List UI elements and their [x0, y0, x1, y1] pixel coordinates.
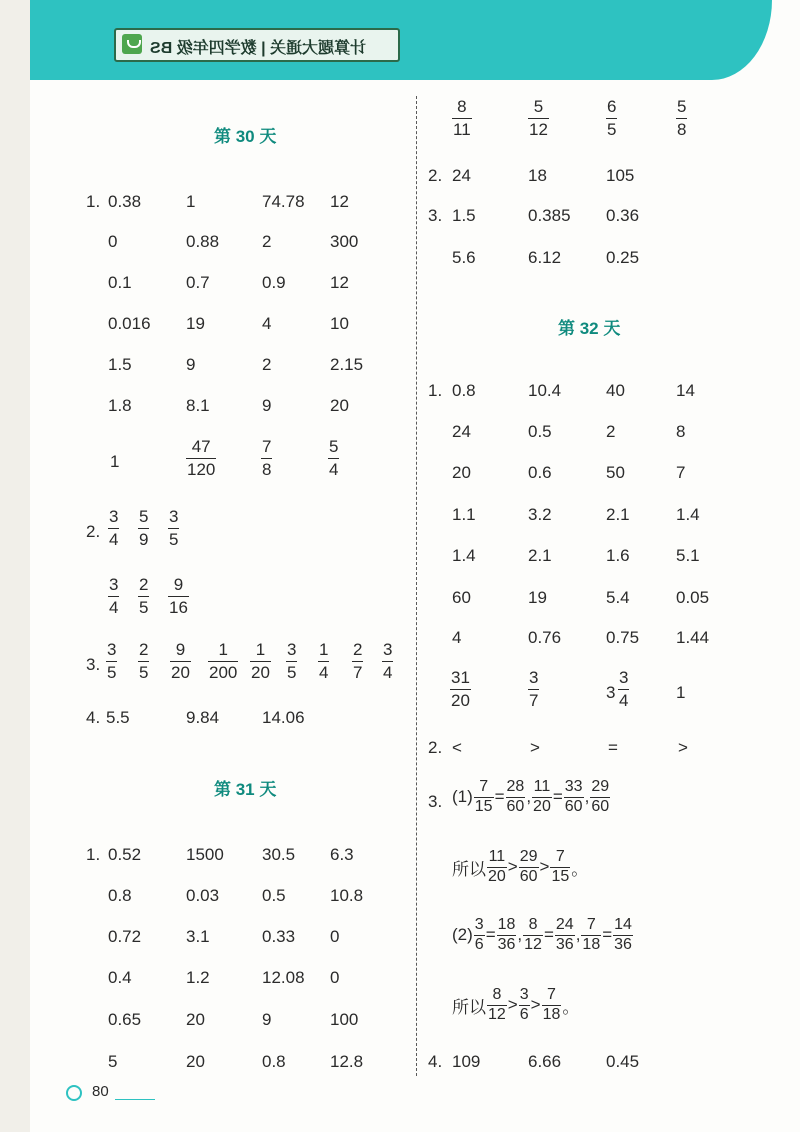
fraction	[138, 507, 149, 550]
denominator: 5	[607, 120, 617, 139]
denominator: 4	[619, 691, 629, 710]
column-divider	[416, 96, 417, 1076]
question-number: 2.	[86, 522, 101, 541]
symbol: =	[552, 787, 563, 806]
symbol: (1)	[452, 787, 473, 806]
denominator: 20	[533, 798, 551, 815]
comparison-symbol: <	[452, 738, 462, 757]
numerator: 33	[564, 778, 583, 795]
numerator: 3	[619, 668, 629, 687]
question-number: 2.	[428, 166, 443, 185]
symbol: =	[485, 925, 496, 944]
numerator: 9	[173, 575, 184, 594]
symbol: ,	[526, 787, 532, 806]
numerator: 1	[255, 640, 266, 659]
answer-value: 0.1	[108, 273, 132, 292]
answer-value: 19	[186, 314, 205, 333]
symbol: 所以	[452, 859, 486, 879]
denominator: 20	[251, 663, 270, 682]
answer-value: 2.1	[528, 546, 552, 565]
fraction	[519, 986, 530, 1024]
answer-value: 1.5	[108, 355, 132, 374]
answer-value: 9	[186, 355, 196, 374]
fraction	[250, 640, 271, 683]
answer-value: 0.7	[186, 273, 210, 292]
fraction	[532, 778, 552, 816]
numerator: 3	[529, 668, 539, 687]
answer-value: 20	[330, 396, 349, 415]
answer-value: 0.5	[262, 886, 286, 905]
numerator: 8	[457, 97, 467, 116]
fraction	[590, 778, 610, 816]
denominator: 36	[555, 936, 574, 953]
comparison-symbol: >	[678, 738, 688, 757]
page-left-edge	[0, 0, 30, 1132]
numerator: 3	[107, 640, 117, 659]
fraction	[497, 916, 517, 954]
fraction	[170, 640, 191, 683]
numerator: 47	[191, 437, 211, 456]
numerator: 1	[218, 640, 228, 659]
fraction	[168, 507, 179, 550]
numerator: 3	[169, 507, 179, 526]
answer-value: 30.5	[262, 845, 296, 864]
fraction	[261, 437, 272, 480]
answer-value: 0.75	[606, 628, 640, 647]
answer-value: 0.8	[108, 886, 132, 905]
question-number: 3.	[428, 792, 443, 811]
fraction	[523, 916, 543, 954]
denominator: 6	[519, 1006, 529, 1023]
answer-value: 9	[262, 396, 272, 415]
denominator: 11	[453, 120, 471, 139]
fraction	[208, 640, 238, 683]
answer-value: 1500	[186, 845, 224, 864]
part-2-conclusion	[452, 986, 579, 1024]
answer-value: 8.1	[186, 396, 210, 415]
fraction	[506, 778, 526, 816]
numerator: 3	[287, 640, 297, 659]
fraction	[618, 668, 629, 711]
answer-value: 6.66	[528, 1052, 562, 1071]
answer-value: 20	[186, 1052, 205, 1071]
answer-value: 0	[330, 968, 340, 987]
answer-value: 14	[676, 381, 695, 400]
denominator: 7	[529, 691, 539, 710]
answer-value: 1.44	[676, 628, 710, 647]
footer-rule	[115, 1099, 155, 1100]
answer-value: 0.72	[108, 927, 142, 946]
answer-value: 9	[262, 1010, 272, 1029]
numerator: 11	[533, 778, 551, 795]
fraction	[450, 668, 471, 711]
numerator: 3	[383, 640, 393, 659]
book-icon	[122, 34, 142, 54]
denominator: 36	[497, 936, 516, 953]
answer-value: 1.8	[108, 396, 132, 415]
numerator: 7	[547, 986, 556, 1003]
fraction	[352, 640, 363, 683]
answer-value: 0.016	[108, 314, 151, 333]
answer-value: 1.6	[606, 546, 630, 565]
answer-value: 0.25	[606, 248, 640, 267]
numerator: 3	[474, 916, 484, 933]
symbol: ,	[584, 787, 590, 806]
numerator: 7	[555, 848, 565, 865]
answer-value: 2	[606, 422, 616, 441]
symbol: >	[507, 995, 518, 1014]
denominator: 18	[542, 1006, 561, 1023]
fraction	[676, 97, 687, 140]
header-title-strip	[114, 28, 400, 62]
question-number: 3.	[86, 655, 101, 674]
answer-value: 60	[452, 588, 471, 607]
numerator: 9	[175, 640, 186, 659]
answer-value: 2	[262, 232, 272, 251]
fraction	[487, 848, 507, 886]
fraction	[606, 97, 617, 140]
denominator: 7	[353, 663, 363, 682]
fraction	[108, 575, 119, 618]
answer-value: 20	[186, 1010, 205, 1029]
denominator: 12	[524, 936, 542, 953]
fraction	[550, 848, 570, 886]
numerator: 24	[555, 916, 574, 933]
symbol: (2)	[452, 925, 473, 944]
denominator: 5	[169, 530, 179, 549]
numerator: 8	[492, 986, 502, 1003]
answer-value: 300	[330, 232, 359, 251]
answer-value: 0.5	[528, 422, 552, 441]
fraction	[613, 916, 633, 954]
denominator: 16	[169, 598, 188, 617]
denominator: 8	[262, 460, 272, 479]
fraction	[138, 640, 149, 683]
question-number: 3.	[428, 206, 443, 225]
numerator: 7	[262, 437, 272, 456]
numerator: 18	[497, 916, 516, 933]
numerator: 29	[591, 778, 610, 795]
answer-value: 0	[330, 927, 340, 946]
denominator: 5	[139, 598, 149, 617]
answer-value: 0.03	[186, 886, 220, 905]
answer-value: 18	[528, 166, 547, 185]
answer-value: 50	[606, 463, 625, 482]
answer-value: 19	[528, 588, 547, 607]
sun-icon	[60, 1080, 86, 1102]
fraction	[382, 640, 393, 683]
denominator: 60	[506, 798, 525, 815]
part-2-equation	[452, 916, 634, 954]
answer-value: 5.4	[606, 588, 630, 607]
question-number: 1.	[86, 845, 101, 864]
page-number: 80	[92, 1082, 109, 1100]
answer-value: 5.6	[452, 248, 476, 267]
answer-value: 3.1	[186, 927, 210, 946]
denominator: 15	[551, 868, 570, 885]
day-31-heading: 第 31 天	[214, 780, 277, 799]
symbol: 。	[571, 859, 589, 879]
numerator: 11	[488, 848, 506, 865]
numerator: 2	[139, 575, 149, 594]
numerator: 5	[533, 97, 544, 116]
denominator: 200	[209, 663, 238, 682]
header-title: 计算题大通关 | 数学四年级 BS	[150, 40, 367, 57]
denominator: 60	[591, 798, 610, 815]
answer-value: 10	[330, 314, 349, 333]
answer-value: 8	[676, 422, 686, 441]
numerator: 2	[139, 640, 149, 659]
answer-value: 1	[186, 192, 196, 211]
numerator: 8	[528, 916, 538, 933]
fraction	[487, 986, 507, 1024]
answer-value: 0.9	[262, 273, 286, 292]
denominator: 4	[329, 460, 339, 479]
answer-value: 0.05	[676, 588, 710, 607]
numerator: 5	[139, 507, 149, 526]
answer-value: 0	[108, 232, 118, 251]
fraction	[452, 97, 472, 140]
answer-value: 0.36	[606, 206, 640, 225]
symbol: 所以	[452, 997, 486, 1017]
denominator: 5	[287, 663, 297, 682]
answer-value: 7	[676, 463, 686, 482]
answer-value: 24	[452, 166, 471, 185]
answer-value: 3.2	[528, 505, 552, 524]
answer-value: 0.33	[262, 927, 296, 946]
page-footer	[60, 1080, 155, 1102]
symbol: >	[530, 995, 541, 1014]
answer-value: 1.1	[452, 505, 476, 524]
day-30-heading: 第 30 天	[214, 127, 277, 146]
part-1-equation	[452, 778, 611, 816]
symbol: =	[543, 925, 554, 944]
symbol: >	[507, 857, 518, 876]
denominator: 12	[488, 1006, 506, 1023]
answer-value: 0.385	[528, 206, 571, 225]
answer-value: 1	[110, 452, 120, 471]
answer-value: 1	[676, 683, 686, 702]
fraction	[108, 507, 119, 550]
fraction	[555, 916, 575, 954]
answer-value: 9.84	[186, 708, 220, 727]
denominator: 60	[564, 798, 583, 815]
numerator: 28	[506, 778, 525, 795]
answer-value: 0.88	[186, 232, 220, 251]
numerator: 3	[109, 507, 119, 526]
numerator: 1	[319, 640, 329, 659]
answer-value: 3	[606, 683, 616, 702]
fraction	[168, 575, 189, 618]
answer-value: 1.4	[452, 546, 476, 565]
numerator: 5	[329, 437, 339, 456]
denominator: 4	[109, 530, 119, 549]
answer-value: 105	[606, 166, 635, 185]
symbol: ,	[517, 925, 523, 944]
question-number: 4.	[428, 1052, 443, 1071]
answer-value: 5	[108, 1052, 118, 1071]
day-32-heading: 第 32 天	[558, 319, 621, 338]
answer-value: 0.8	[262, 1052, 286, 1071]
answer-value: 0.65	[108, 1010, 142, 1029]
answer-value: 0.38	[108, 192, 142, 211]
comparison-symbol: >	[530, 738, 540, 757]
numerator: 29	[519, 848, 538, 865]
symbol: 。	[562, 997, 580, 1017]
numerator: 2	[353, 640, 363, 659]
denominator: 8	[677, 120, 687, 139]
numerator: 5	[677, 97, 687, 116]
denominator: 6	[474, 936, 484, 953]
question-number: 1.	[86, 192, 101, 211]
answer-value: 40	[606, 381, 625, 400]
question-number: 4.	[86, 708, 101, 727]
answer-value: 109	[452, 1052, 481, 1071]
fraction	[528, 97, 549, 140]
symbol: =	[494, 787, 505, 806]
answer-value: 1.5	[452, 206, 476, 225]
fraction	[138, 575, 149, 618]
answer-value: 0.52	[108, 845, 142, 864]
numerator: 14	[614, 916, 632, 933]
numerator: 7	[586, 916, 596, 933]
answer-value: 0.45	[606, 1052, 640, 1071]
fraction	[474, 916, 485, 954]
answer-value: 20	[452, 463, 471, 482]
answer-value: 2.1	[606, 505, 630, 524]
fraction	[328, 437, 339, 480]
answer-value: 0.76	[528, 628, 562, 647]
fraction	[106, 640, 117, 683]
answer-value: 24	[452, 422, 471, 441]
answer-value: 10.8	[330, 886, 364, 905]
numerator: 6	[607, 97, 617, 116]
fraction	[581, 916, 601, 954]
denominator: 5	[107, 663, 117, 682]
answer-value: 12	[330, 273, 349, 292]
symbol: ,	[575, 925, 581, 944]
answer-value: 1.4	[676, 505, 700, 524]
denominator: 5	[139, 663, 149, 682]
numerator: 31	[451, 668, 470, 687]
fraction	[519, 848, 539, 886]
numerator: 3	[519, 986, 529, 1003]
denominator: 20	[488, 868, 506, 885]
denominator: 20	[171, 663, 190, 682]
fraction	[542, 986, 562, 1024]
answer-value: 0.8	[452, 381, 476, 400]
fraction	[186, 437, 216, 480]
answer-value: 10.4	[528, 381, 562, 400]
answer-value: 4	[262, 314, 272, 333]
answer-value: 2.15	[330, 355, 364, 374]
answer-value: 5.5	[106, 708, 130, 727]
denominator: 36	[614, 936, 632, 953]
numerator: 7	[479, 778, 489, 795]
denominator: 9	[139, 530, 149, 549]
denominator: 120	[187, 460, 216, 479]
answer-value: 5.1	[676, 546, 700, 565]
answer-value: 0.6	[528, 463, 552, 482]
header-banner	[30, 0, 772, 80]
symbol: >	[539, 857, 550, 876]
question-number: 2.	[428, 738, 443, 757]
answer-value: 6.12	[528, 248, 562, 267]
numerator: 3	[109, 575, 119, 594]
denominator: 4	[383, 663, 393, 682]
denominator: 15	[474, 798, 493, 815]
denominator: 4	[319, 663, 329, 682]
comparison-symbol: =	[608, 738, 618, 757]
answer-value: 4	[452, 628, 462, 647]
denominator: 4	[109, 598, 119, 617]
answer-value: 2	[262, 355, 272, 374]
answer-value: 1.2	[186, 968, 210, 987]
fraction	[474, 778, 494, 816]
denominator: 20	[451, 691, 470, 710]
denominator: 18	[582, 936, 601, 953]
answer-value: 12	[330, 192, 349, 211]
fraction	[318, 640, 329, 683]
denominator: 12	[529, 120, 548, 139]
fraction	[286, 640, 297, 683]
answer-value: 14.06	[262, 708, 305, 727]
answer-value: 12.8	[330, 1052, 364, 1071]
symbol: =	[602, 925, 613, 944]
answer-value: 74.78	[262, 192, 305, 211]
answer-value: 12.08	[262, 968, 305, 987]
answer-value: 0.4	[108, 968, 132, 987]
denominator: 60	[519, 868, 538, 885]
answer-value: 6.3	[330, 845, 354, 864]
part-1-conclusion	[452, 848, 588, 886]
question-number: 1.	[428, 381, 443, 400]
fraction	[528, 668, 539, 711]
answer-value: 100	[330, 1010, 359, 1029]
fraction	[564, 778, 584, 816]
